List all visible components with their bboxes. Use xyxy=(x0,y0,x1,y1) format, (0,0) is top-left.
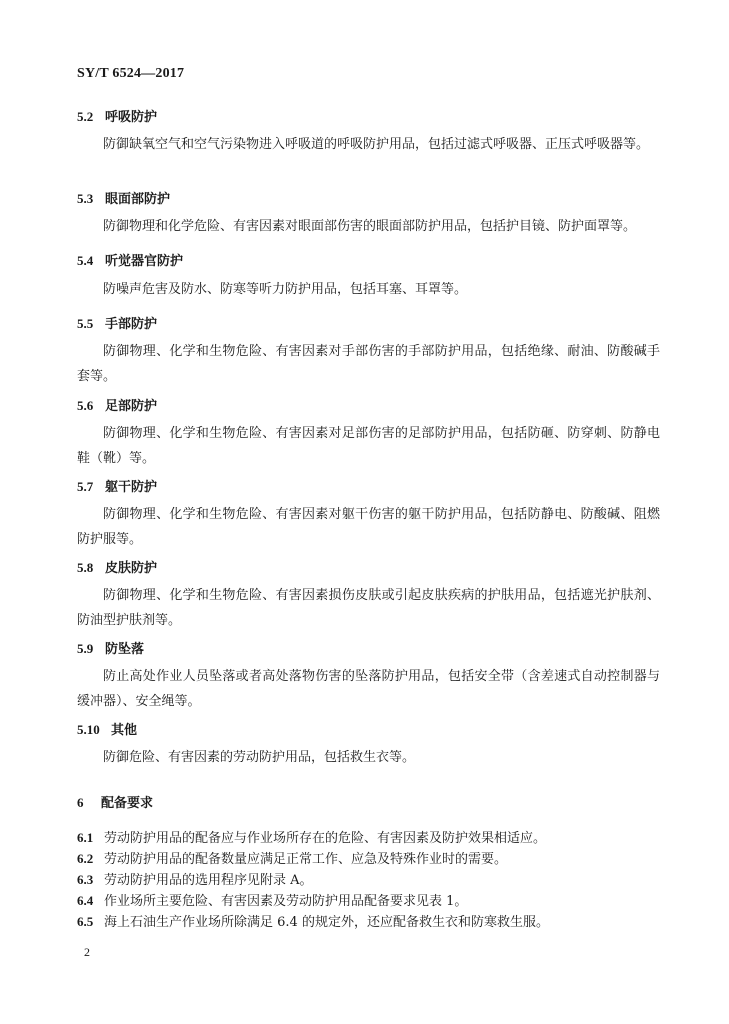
section-paragraph-5-7: 防御物理、化学和生物危险、有害因素对躯干伤害的躯干防护用品，包括防静电、防酸碱、阻燃防护服等。 xyxy=(77,507,660,547)
section-paragraph-5-8: 防御物理、化学和生物危险、有害因素损伤皮肤或引起皮肤疾病的护肤用品，包括遮光护肤剂、防油型护肤剂等。 xyxy=(77,588,660,628)
section-heading-5-4 xyxy=(77,250,183,269)
section-paragraph-5-6: 防御物理、化学和生物危险、有害因素对足部伤害的足部防护用品，包括防砸、防穿刺、防静电鞋（靴）等。 xyxy=(77,426,660,466)
section-paragraph-5-3: 防御物理和化学危险、有害因素对眼面部伤害的眼面部防护用品，包括护目镜、防护面罩等。 xyxy=(103,219,637,234)
clause-6-4 xyxy=(77,890,467,909)
section-heading-5-6 xyxy=(77,395,157,414)
clause-6-1 xyxy=(77,827,546,846)
clause-number: 6.5 xyxy=(77,914,94,929)
section-heading-5-2 xyxy=(77,106,157,125)
clause-text: 作业场所主要危险、有害因素及劳动防护用品配备要求见表 1。 xyxy=(104,894,468,909)
clause-number: 6.1 xyxy=(77,830,94,845)
clause-6-5 xyxy=(77,911,549,930)
clause-6-3 xyxy=(77,869,313,888)
section-paragraph-5-5: 防御物理、化学和生物危险、有害因素对手部伤害的手部防护用品，包括绝缘、耐油、防酸碱手套等。 xyxy=(77,344,660,384)
section-paragraph-5-4: 防噪声危害及防水、防寒等听力防护用品，包括耳塞、耳罩等。 xyxy=(103,282,468,297)
section-number: 5.5 xyxy=(77,316,94,331)
section-title: 呼吸防护 xyxy=(105,110,158,125)
section-title: 听觉器官防护 xyxy=(105,254,184,269)
clause-text: 劳动防护用品的配备应与作业场所存在的危险、有害因素及防护效果相适应。 xyxy=(104,831,547,846)
section-heading-5-5 xyxy=(77,313,157,332)
section-number: 5.10 xyxy=(77,722,100,737)
section-number: 5.2 xyxy=(77,109,94,124)
clause-number: 6.2 xyxy=(77,851,94,866)
section-heading-6 xyxy=(77,792,153,811)
section-paragraph-5-9: 防止高处作业人员坠落或者高处落物伤害的坠落防护用品，包括安全带（含差速式自动控制器与缓冲器）、安全绳等。 xyxy=(77,669,660,709)
section-paragraph-5-10: 防御危险、有害因素的劳动防护用品，包括救生衣等。 xyxy=(103,750,416,765)
section-title: 其他 xyxy=(111,723,138,738)
section-paragraph-5-2: 防御缺氧空气和空气污染物进入呼吸道的呼吸防护用品，包括过滤式呼吸器、正压式呼吸器等。 xyxy=(103,137,650,152)
section-title: 躯干防护 xyxy=(105,480,158,495)
section-number: 5.4 xyxy=(77,253,94,268)
page-number: 2 xyxy=(84,945,90,959)
section-title: 防坠落 xyxy=(105,642,145,657)
section-title: 眼面部防护 xyxy=(105,192,171,207)
standard-code: SY/T 6524—2017 xyxy=(77,66,185,81)
section-title: 皮肤防护 xyxy=(105,561,158,576)
clause-6-2 xyxy=(77,848,507,867)
clause-number: 6.4 xyxy=(77,893,94,908)
section-title: 手部防护 xyxy=(105,317,158,332)
section-number: 5.3 xyxy=(77,191,94,206)
section-heading-5-9 xyxy=(77,638,144,657)
clause-text: 劳动防护用品的选用程序见附录 A。 xyxy=(104,873,313,888)
section-number: 6 xyxy=(77,795,84,810)
section-number: 5.7 xyxy=(77,479,94,494)
section-number: 5.9 xyxy=(77,641,94,656)
section-number: 5.6 xyxy=(77,398,94,413)
section-heading-5-3 xyxy=(77,188,170,207)
section-heading-5-8 xyxy=(77,557,157,576)
clause-text: 劳动防护用品的配备数量应满足正常工作、应急及特殊作业时的需要。 xyxy=(104,852,508,867)
section-heading-5-7 xyxy=(77,476,157,495)
section-heading-5-10 xyxy=(77,719,137,738)
section-number: 5.8 xyxy=(77,560,94,575)
clause-text: 海上石油生产作业场所除满足 6.4 的规定外，还应配备救生衣和防寒救生服。 xyxy=(104,915,549,930)
section-title: 足部防护 xyxy=(105,399,158,414)
section-title: 配备要求 xyxy=(101,796,154,811)
clause-number: 6.3 xyxy=(77,872,94,887)
